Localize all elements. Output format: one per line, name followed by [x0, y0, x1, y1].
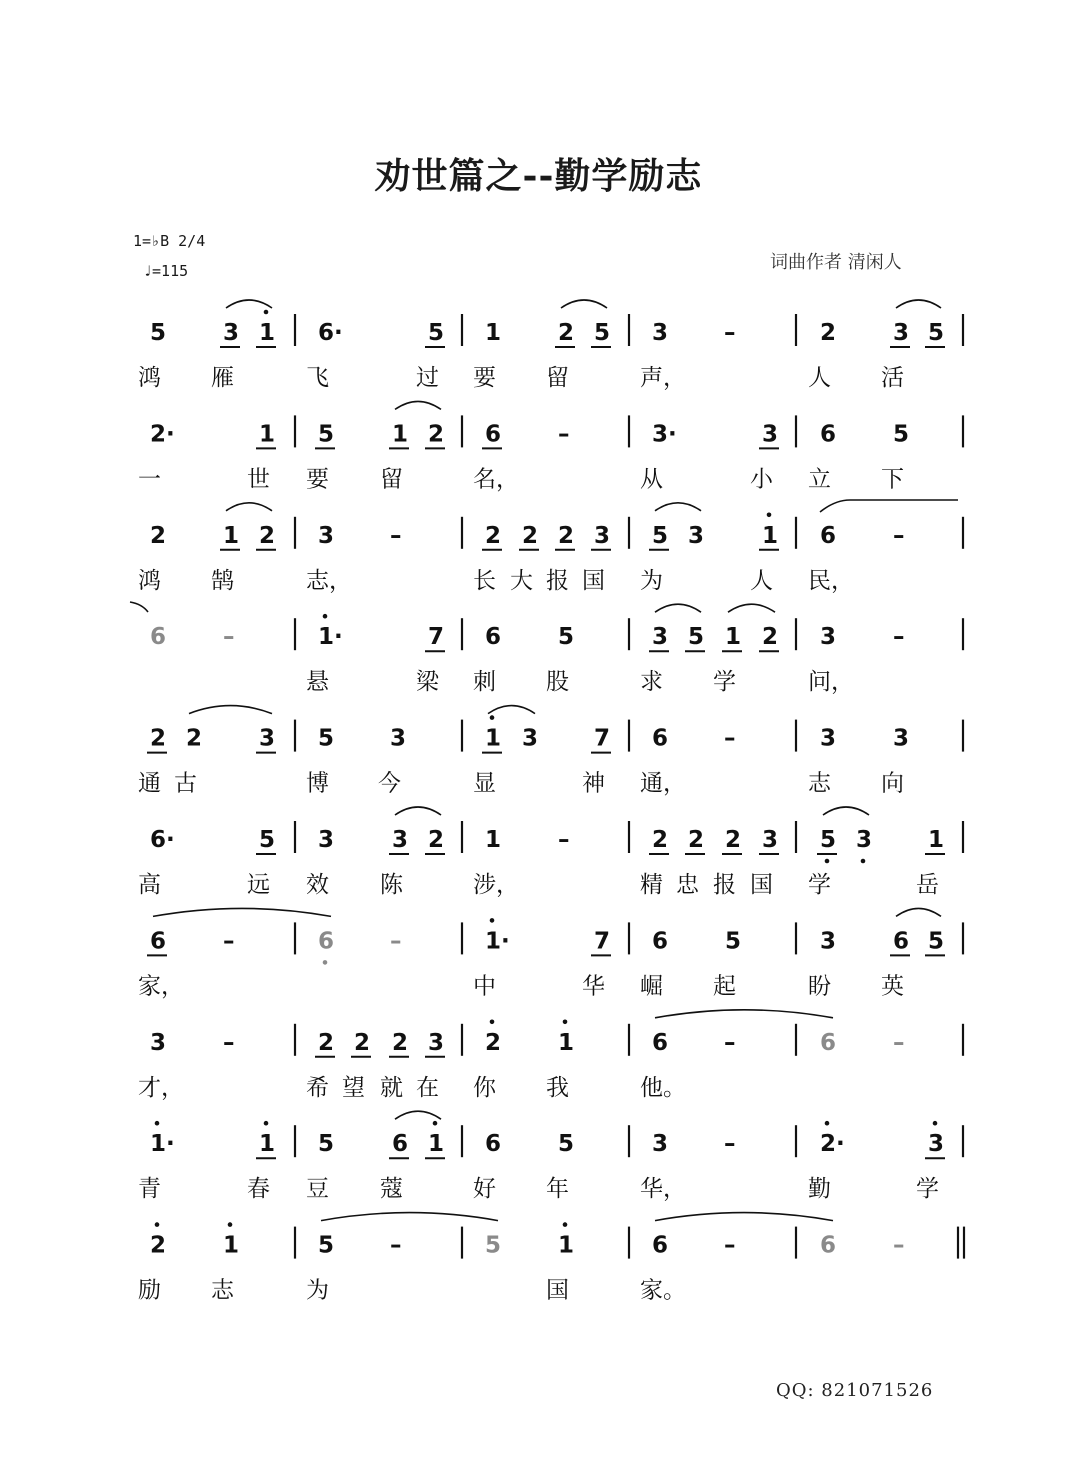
lyric: 为 [306, 1277, 329, 1304]
note: 6· [318, 320, 343, 346]
note: 6 [652, 1232, 669, 1259]
lyric: 豆 [306, 1176, 329, 1203]
note: 2 [150, 1232, 167, 1259]
lyric: 学 [713, 669, 736, 696]
note: 5 [428, 320, 445, 346]
note: – [724, 320, 736, 346]
note: 3 [893, 725, 910, 752]
slur-arc [226, 503, 272, 511]
lyric: 求 [640, 669, 663, 696]
note: 1 [558, 1232, 575, 1259]
lyric: 大 [510, 567, 533, 594]
slur-arc [189, 706, 272, 714]
note: 1· [318, 624, 343, 651]
lyric: 在 [416, 1074, 439, 1101]
note: 6 [150, 928, 167, 955]
high-octave-dot [155, 1222, 160, 1227]
note: 5 [558, 624, 575, 651]
slur-arc [488, 706, 535, 714]
note: 2 [318, 1029, 335, 1056]
note: – [223, 624, 235, 651]
note: 1 [725, 624, 742, 651]
note: 1· [485, 928, 510, 955]
lyric: 要 [473, 365, 496, 391]
note: 3 [762, 421, 779, 448]
high-octave-dot [433, 1121, 438, 1126]
lyric: 要 [306, 466, 329, 493]
lyric: 世 [247, 466, 270, 493]
high-octave-dot [563, 1020, 568, 1025]
lyric: 通， [640, 770, 686, 797]
note: – [724, 1232, 736, 1259]
lyric: 效 [306, 872, 329, 898]
note: 2 [428, 421, 445, 448]
note: 1· [150, 1131, 175, 1158]
note: 1 [223, 1232, 240, 1259]
lyric: 忠 [676, 872, 699, 898]
lyric: 华， [640, 1176, 686, 1203]
slur-arc [226, 300, 272, 308]
lyric: 民， [808, 567, 854, 594]
note: 5 [928, 928, 945, 955]
lyric: 鸿 [138, 365, 161, 391]
lyric: 为 [640, 567, 663, 594]
note: 5 [820, 827, 837, 853]
slur-arc [395, 401, 441, 409]
note: 3 [318, 522, 335, 549]
lyric: 活 [881, 365, 904, 391]
note: – [893, 1232, 905, 1259]
note: – [558, 421, 570, 448]
slur-arc [395, 1111, 441, 1119]
note: – [223, 1029, 235, 1056]
lyric: 过 [416, 365, 439, 391]
lyric: 国 [582, 567, 605, 594]
lyric: 声， [640, 365, 686, 391]
lyric: 你 [473, 1074, 496, 1101]
note: 6 [652, 928, 669, 955]
lyric: 他。 [640, 1074, 686, 1101]
note: – [724, 725, 736, 752]
note: 2 [558, 522, 575, 549]
note: 3 [762, 827, 779, 853]
note: 3 [150, 1029, 167, 1056]
note: 2 [762, 624, 779, 651]
note: 1 [485, 827, 502, 853]
lyric: 英 [881, 973, 904, 1000]
lyric: 报 [713, 872, 736, 898]
lyric: 岳 [916, 872, 939, 898]
tie-arc [820, 500, 958, 512]
lyric: 陈 [380, 872, 403, 898]
slur-arc [561, 300, 607, 308]
note: 6 [318, 928, 335, 955]
note: 2 [392, 1029, 409, 1056]
lyric: 今 [378, 770, 401, 797]
note: 2 [186, 725, 203, 752]
high-octave-dot [490, 715, 495, 720]
note: 6 [820, 522, 837, 549]
note: 3· [652, 421, 677, 448]
lyric: 刺 [473, 669, 496, 696]
lyric: 鹄 [211, 567, 234, 594]
lyric: 学 [808, 872, 831, 898]
lyric: 留 [546, 365, 569, 391]
note: 6 [652, 725, 669, 752]
note: 3 [223, 320, 240, 346]
slur-arc [321, 1213, 498, 1221]
high-octave-dot [490, 918, 495, 923]
note: – [390, 928, 402, 955]
note: 3 [392, 827, 409, 853]
note: 1 [762, 522, 779, 549]
lyric: 长 [473, 567, 496, 594]
lyric: 崛 [640, 973, 663, 1000]
note: 3 [893, 320, 910, 346]
lyric: 悬 [306, 669, 329, 696]
note: 1 [259, 421, 276, 448]
note: 6 [485, 421, 502, 448]
lyric: 我 [546, 1074, 569, 1101]
note: 3 [652, 1131, 669, 1158]
note: 2 [652, 827, 669, 853]
lyric: 通 [138, 770, 161, 797]
lyric: 问， [808, 669, 854, 696]
note: – [893, 1029, 905, 1056]
note: 1 [928, 827, 945, 853]
note: 1 [558, 1029, 575, 1056]
note: 1 [428, 1131, 445, 1158]
note: 5 [318, 1232, 335, 1259]
note: 5 [725, 928, 742, 955]
lyric: 年 [546, 1176, 569, 1203]
note: 3 [820, 928, 837, 955]
lyric: 鸿 [138, 567, 161, 594]
lyric: 盼 [808, 973, 831, 1000]
slur-arc [728, 604, 775, 612]
lyric: 雁 [211, 365, 234, 391]
page-title: 劝世篇之--勤学励志 [374, 155, 703, 197]
note: 2 [150, 522, 167, 549]
lyric: 向 [881, 770, 904, 797]
lyric: 青 [138, 1176, 161, 1203]
slur-arc [823, 807, 869, 815]
lyric: 梁 [416, 669, 439, 696]
lyric: 远 [247, 872, 270, 898]
composer-credit: 词曲作者 清闲人 [770, 252, 902, 273]
note: 5 [652, 522, 669, 549]
note: 2 [558, 320, 575, 346]
note: 5 [485, 1232, 502, 1259]
lyric: 人 [750, 567, 773, 594]
note: 2 [522, 522, 539, 549]
high-octave-dot [264, 310, 269, 315]
slur-arc [655, 604, 701, 612]
lyric: 国 [546, 1277, 569, 1304]
note: 2 [428, 827, 445, 853]
note: 3 [652, 320, 669, 346]
note: 1 [485, 320, 502, 346]
note: 5 [150, 320, 167, 346]
lyric: 志 [211, 1277, 234, 1304]
lyric: 学 [916, 1176, 939, 1203]
lyric: 才， [138, 1074, 184, 1101]
lyric: 一 [138, 466, 161, 493]
lyric: 起 [713, 973, 736, 1000]
lyric: 留 [380, 466, 403, 493]
note: 2 [485, 1029, 502, 1056]
lyric: 家。 [640, 1277, 686, 1304]
note: – [390, 522, 402, 549]
note: 7 [594, 725, 611, 752]
slur-arc [153, 908, 331, 916]
contact-qq: QQ: 821071526 [776, 1380, 934, 1401]
note: 6 [820, 1232, 837, 1259]
lyric: 小 [750, 466, 773, 493]
note: 2 [725, 827, 742, 853]
note: 1 [259, 320, 276, 346]
lyric: 励 [138, 1277, 161, 1304]
note: 3 [318, 827, 335, 853]
note: 6 [150, 624, 167, 651]
note: 7 [594, 928, 611, 955]
lyric: 好 [473, 1176, 496, 1203]
note: 1 [485, 725, 502, 752]
note: 5 [594, 320, 611, 346]
lyric: 春 [247, 1176, 270, 1203]
note: 5 [688, 624, 705, 651]
lyric: 博 [306, 770, 329, 797]
note: 1 [392, 421, 409, 448]
note: – [558, 827, 570, 853]
lyric: 望 [342, 1074, 365, 1101]
low-octave-dot [825, 859, 830, 864]
lyric: 立 [808, 466, 831, 493]
note: 6 [485, 624, 502, 651]
note: 2 [820, 320, 837, 346]
slur-arc [896, 908, 941, 916]
note: 7 [428, 624, 445, 651]
note: 3 [594, 522, 611, 549]
high-octave-dot [264, 1121, 269, 1126]
note: – [390, 1232, 402, 1259]
high-octave-dot [228, 1222, 233, 1227]
note: 5 [259, 827, 276, 853]
lyric: 神 [582, 770, 605, 797]
note: 3 [928, 1131, 945, 1158]
key-signature: 1=♭B 2/4 [133, 232, 206, 250]
slur-arc [896, 300, 941, 308]
note: 3 [522, 725, 539, 752]
note: – [724, 1029, 736, 1056]
note: 1 [223, 522, 240, 549]
note: 2 [688, 827, 705, 853]
lyric: 古 [174, 770, 197, 797]
note: – [223, 928, 235, 955]
lyric: 精 [640, 872, 663, 898]
lyric: 希 [306, 1074, 329, 1101]
note: 6 [485, 1131, 502, 1158]
slur-arc [655, 1010, 833, 1018]
low-octave-dot [861, 859, 866, 864]
note: 1 [259, 1131, 276, 1158]
high-octave-dot [825, 1121, 830, 1126]
lyric: 飞 [306, 365, 329, 391]
note: 6 [893, 928, 910, 955]
note: 2 [354, 1029, 371, 1056]
note: 2· [820, 1131, 845, 1158]
note: 3 [688, 522, 705, 549]
note: 3 [820, 624, 837, 651]
high-octave-dot [933, 1121, 938, 1126]
note: 5 [318, 725, 335, 752]
high-octave-dot [155, 1121, 160, 1126]
high-octave-dot [767, 513, 772, 518]
lyric: 勤 [808, 1176, 831, 1203]
lyric: 蔻 [380, 1176, 403, 1203]
note: 2 [150, 725, 167, 752]
high-octave-dot [323, 614, 328, 619]
note: – [893, 522, 905, 549]
high-octave-dot [490, 1020, 495, 1025]
note: 3 [428, 1029, 445, 1056]
note: 5 [558, 1131, 575, 1158]
lyric: 志 [808, 770, 831, 797]
lyric: 股 [546, 669, 569, 696]
note: 3 [390, 725, 407, 752]
slur-arc [395, 807, 441, 815]
note: 2 [485, 522, 502, 549]
note: – [893, 624, 905, 651]
lyric: 华 [582, 973, 605, 1000]
note: 2 [259, 522, 276, 549]
note: 6· [150, 827, 175, 853]
lyric: 家， [138, 973, 184, 1000]
high-octave-dot [563, 1222, 568, 1227]
slur-arc [655, 503, 701, 511]
lyric: 高 [138, 872, 161, 898]
lyric: 显 [473, 770, 496, 797]
lyric: 名， [473, 466, 519, 493]
note: 6 [652, 1029, 669, 1056]
lyric: 涉， [473, 872, 519, 898]
lyric: 志， [306, 567, 352, 594]
lyric: 人 [808, 365, 831, 391]
lyric: 国 [750, 872, 773, 898]
note: 3 [820, 725, 837, 752]
lyric: 中 [473, 973, 496, 1000]
note: 5 [318, 1131, 335, 1158]
lyric: 从 [640, 466, 663, 493]
note: 3 [856, 827, 873, 853]
note: 5 [928, 320, 945, 346]
slur-arc [655, 1213, 833, 1221]
tempo-marking: ♩=115 [143, 262, 189, 280]
note: 6 [820, 1029, 837, 1056]
lyric: 就 [380, 1074, 403, 1101]
note: 6 [392, 1131, 409, 1158]
note: 2· [150, 421, 175, 448]
note: 6 [820, 421, 837, 448]
note: 3 [259, 725, 276, 752]
lyric: 报 [546, 567, 569, 594]
lyric: 下 [881, 466, 904, 493]
note: 5 [318, 421, 335, 448]
note: – [724, 1131, 736, 1158]
note: 3 [652, 624, 669, 651]
low-octave-dot [323, 960, 328, 965]
tie-continuation [130, 602, 148, 612]
note: 5 [893, 421, 910, 448]
